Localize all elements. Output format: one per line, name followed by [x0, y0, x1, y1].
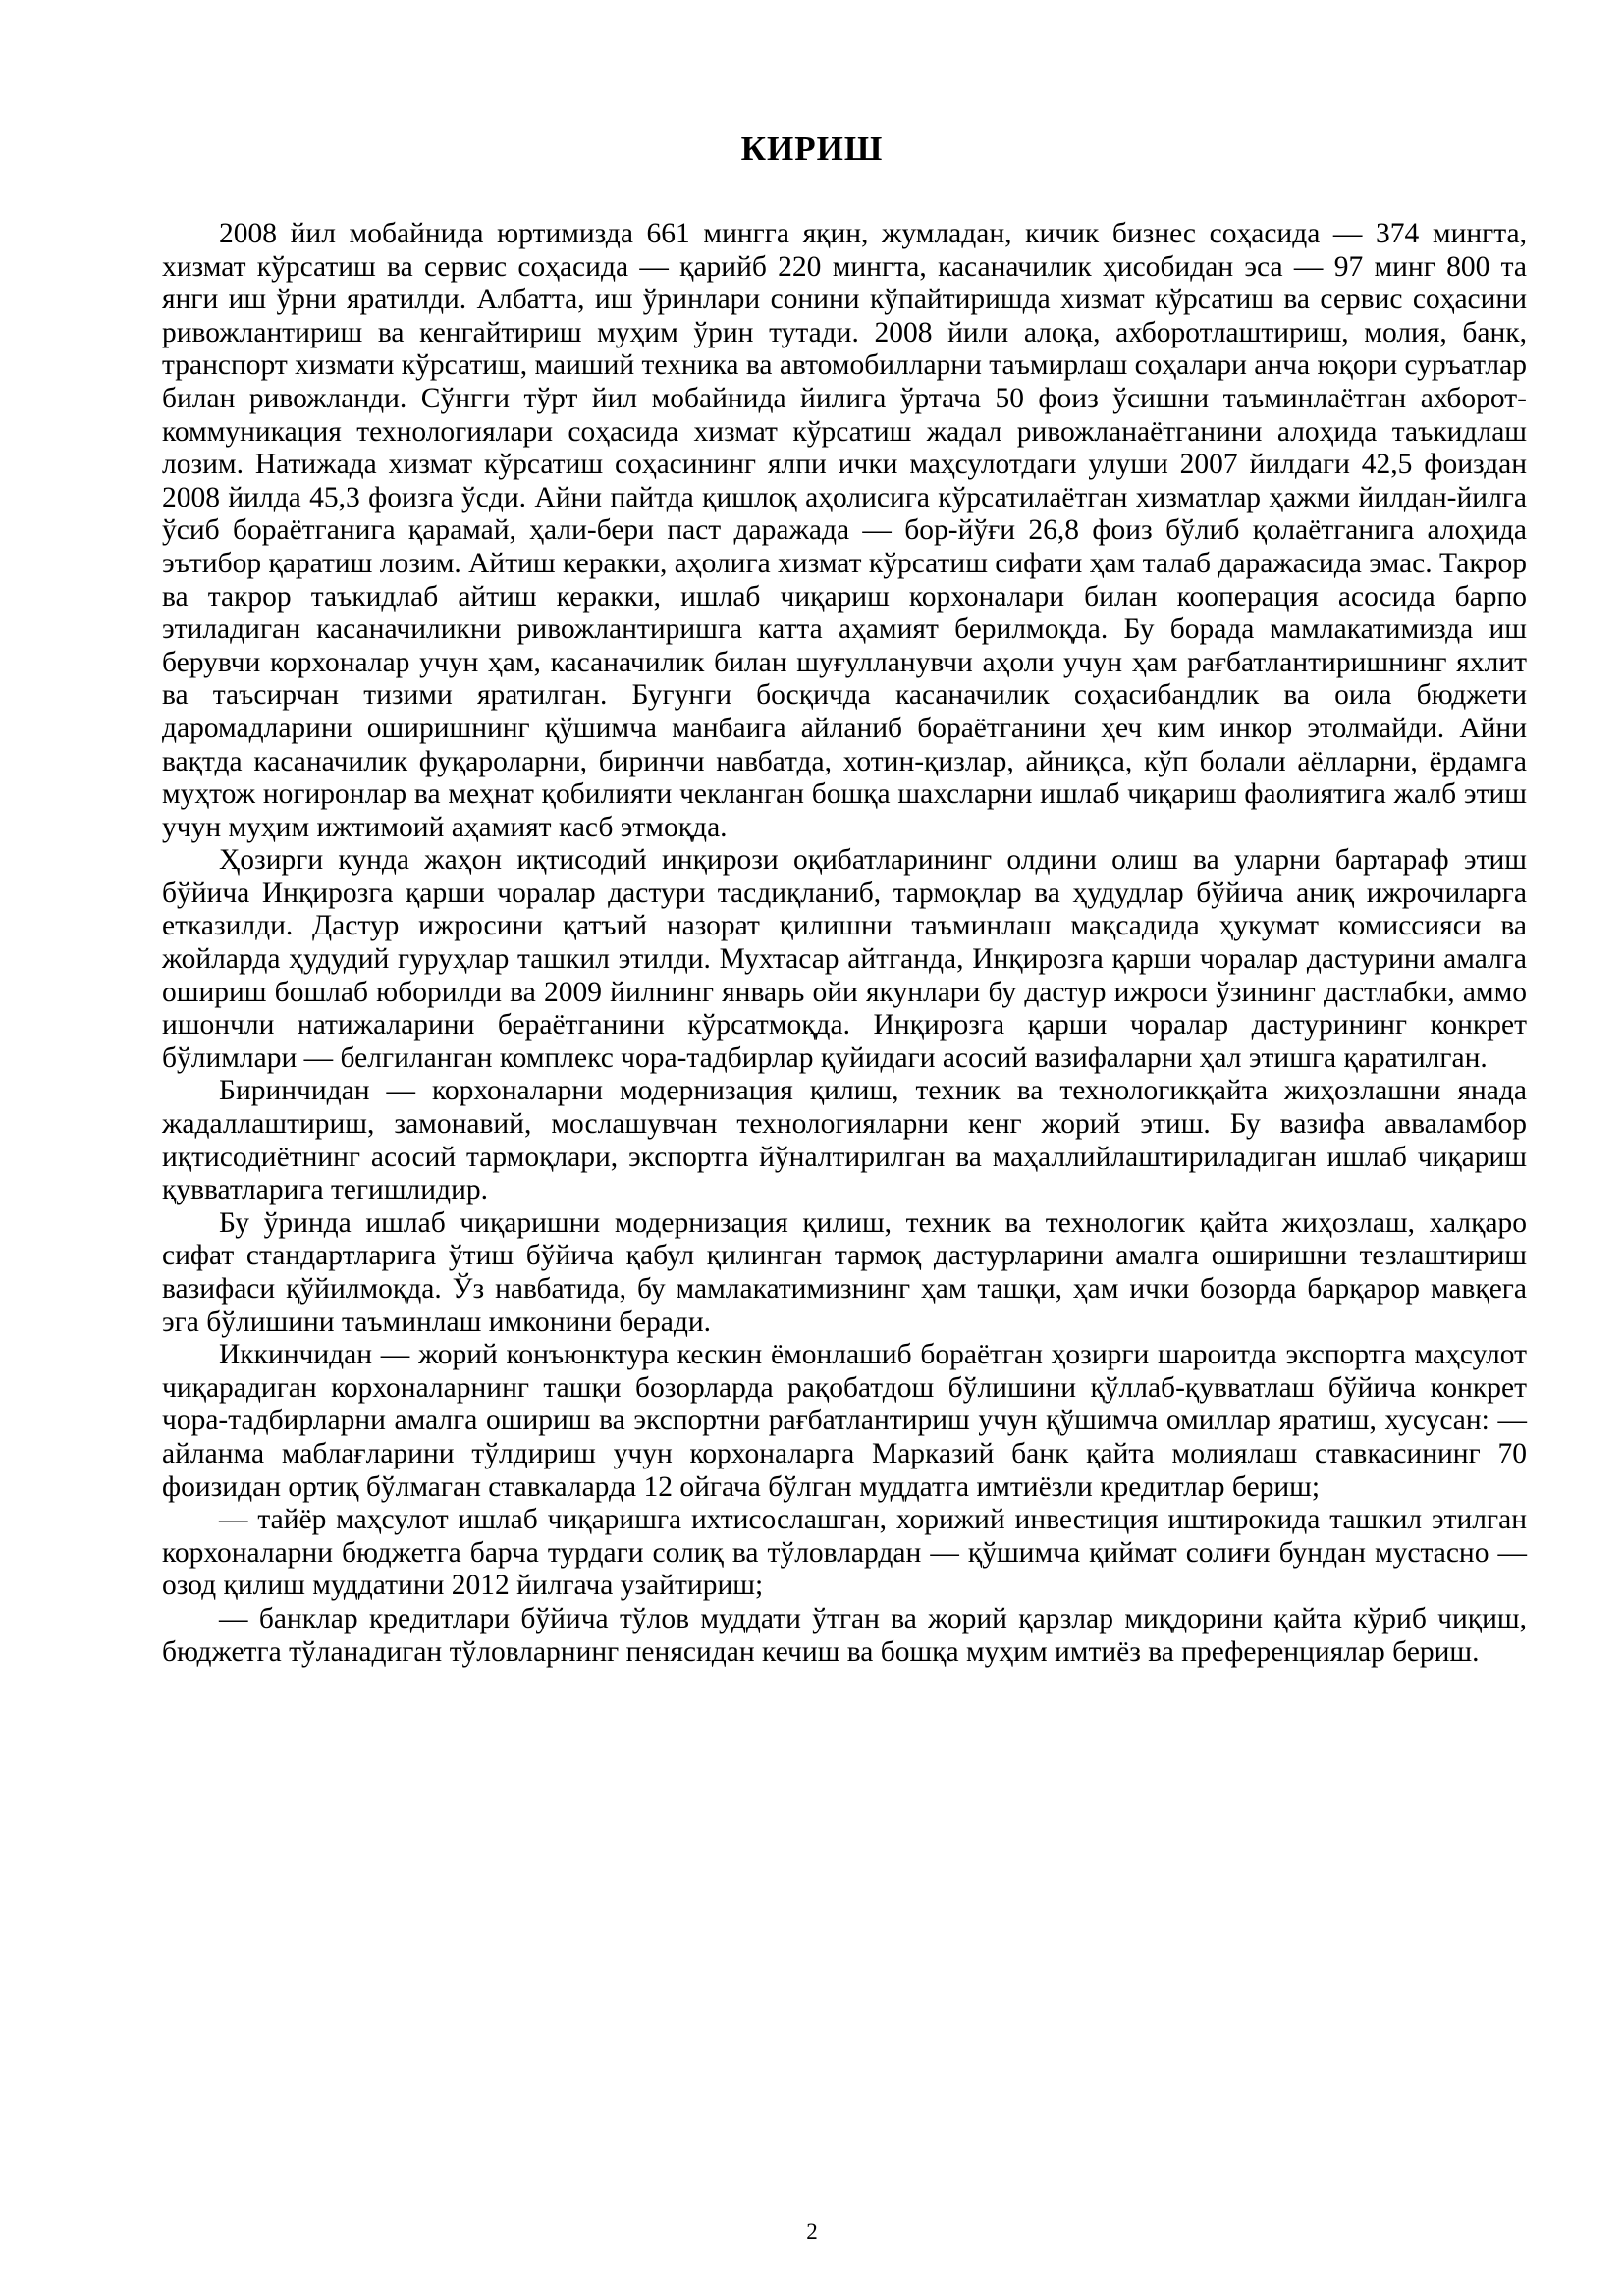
paragraph: Ҳозирги кунда жаҳон иқтисодий инқирози оқибатларининг олдини олиш ва уларни бартараф этиш бўйича Инқирозга қарши чоралар дастури тасдиқланиб, тармоқлар ва ҳудудлар бўйича аниқ ижрочиларга етказилди. Дастур ижросини қатъий назорат қилишни таъминлаш мақсадида ҳукумат комиссияси ва жойларда ҳудудий гуруҳлар ташкил этилди. Мухтасар айтганда, Инқирозга қарши чоралар дастурини амалга ошириш бошлаб юборилди ва 2009 йилнинг январь ойи якунлари бу дастур ижроси ўзининг дастлабки, аммо ишончли натижаларини бераётганини кўрсатмоқда. Инқирозга қарши чоралар дастурининг конкрет бўлимлари — белгиланган комплекс чора-тадбирлар қуйидаги асосий вазифаларни ҳал этишга қаратилган.: [162, 844, 1527, 1074]
paragraph: Биринчидан — корхоналарни модернизация қилиш, техник ва технологикқайта жиҳозлашни янада жадаллаштириш, замонавий, мослашувчан технологияларни кенг жорий этиш. Бу вазифа авваламбор иқтисодиётнинг асосий тармоқлари, экспортга йўналтирилган ва маҳаллийлаштириладиган ишлаб чиқариш қувватларига тегишлидир.: [162, 1075, 1527, 1206]
document-body: [162, 218, 1527, 1669]
paragraph: — тайёр маҳсулот ишлаб чиқаришга ихтисослашган, хорижий инвестиция иштирокида ташкил этилган корхоналарни бюджетга барча турдаги солиқ ва тўловлардан — қўшимча қиймат солиғи бундан мустасно — озод қилиш муддатини 2012 йилгача узайтириш;: [162, 1504, 1527, 1602]
page-title: КИРИШ: [740, 130, 884, 168]
paragraph: — банклар кредитлари бўйича тўлов муддати ўтган ва жорий қарзлар миқдорини қайта кўриб чиқиш, бюджетга тўланадиган тўловларнинг пенясидан кечиш ва бошқа муҳим имтиёз ва преференциялар бериш.: [162, 1602, 1527, 1668]
paragraph: Иккинчидан — жорий конъюнктура кескин ёмонлашиб бораётган ҳозирги шароитда экспортга маҳсулот чиқарадиган корхоналарнинг ташқи бозорларда рақобатдош бўлишини қўллаб-қувватлаш бўйича конкрет чора-тадбирларни амалга ошириш ва экспортни рағбатлантириш учун қўшимча омиллар яратиш, хусусан: — айланма маблағларини тўлдириш учун корхоналарга Марказий банк қайта молиялаш ставкасининг 70 фоизидан ортиқ бўлмаган ставкаларда 12 ойгача бўлган муддатга имтиёзли кредитлар бериш;: [162, 1339, 1527, 1503]
paragraph: 2008 йил мобайнида юртимизда 661 мингга яқин, жумладан, кичик бизнес соҳасида — 374 мингта, хизмат кўрсатиш ва сервис соҳасида — қарийб 220 мингта, касаначилик ҳисобидан эса — 97 минг 800 та янги иш ўрни яратилди. Албатта, иш ўринлари сонини кўпайтиришда хизмат кўрсатиш ва сервис соҳасини ривожлантириш ва кенгайтириш муҳим ўрин тутади. 2008 йили алоқа, ахборотлаштириш, молия, банк, транспорт хизмати кўрсатиш, маиший техника ва автомобилларни таъмирлаш соҳалари анча юқори суръатлар билан ривожланди. Сўнгги тўрт йил мобайнида йилига ўртача 50 фоиз ўсишни таъминлаётган ахборот-коммуникация технологиялари соҳасида хизмат кўрсатиш жадал ривожланаётганини алоҳида таъкидлаш лозим. Натижада хизмат кўрсатиш соҳасининг ялпи ички маҳсулотдаги улуши 2007 йилдаги 42,5 фоиздан 2008 йилда 45,3 фоизга ўсди. Айни пайтда қишлоқ аҳолисига кўрсатилаётган хизматлар ҳажми йилдан-йилга ўсиб бораётганига қарамай, ҳали-бери паст даражада — бор-йўғи 26,8 фоиз бўлиб қолаётганига алоҳида эътибор қаратиш лозим. Айтиш керакки, аҳолига хизмат кўрсатиш сифати ҳам талаб даражасида эмас. Такрор ва такрор таъкидлаб айтиш керакки, ишлаб чиқариш корхоналари билан кооперация асосида барпо этиладиган касаначиликни ривожлантиришга катта аҳамият берилмоқда. Бу борада мамлакатимизда иш берувчи корхоналар учун ҳам, касаначилик билан шуғулланувчи аҳоли учун ҳам рағбатлантиришнинг яхлит ва таъсирчан тизими яратилган. Бугунги босқичда касаначилик соҳасибандлик ва оила бюджети даромадларини оширишнинг қўшимча манбаига айланиб бораётганини ҳеч ким инкор этолмайди. Айни вақтда касаначилик фуқароларни, биринчи навбатда, хотин-қизлар, айниқса, кўп болали аёлларни, ёрдамга муҳтож ногиронлар ва меҳнат қобилияти чекланган бошқа шахсларни ишлаб чиқариш фаолиятига жалб этиш учун муҳим ижтимоий аҳамият касб этмоқда.: [162, 218, 1527, 843]
page-number: 2: [806, 2219, 818, 2244]
paragraph: Бу ўринда ишлаб чиқаришни модернизация қилиш, техник ва технологик қайта жиҳозлаш, халқаро сифат стандартларига ўтиш бўйича қабул қилинган тармоқ дастурларини амалга оширишни тезлаштириш вазифаси қўйилмоқда. Ўз навбатида, бу мамлакатимизнинг ҳам ташқи, ҳам ички бозорда барқарор мавқега эга бўлишини таъминлаш имконини беради.: [162, 1206, 1527, 1338]
